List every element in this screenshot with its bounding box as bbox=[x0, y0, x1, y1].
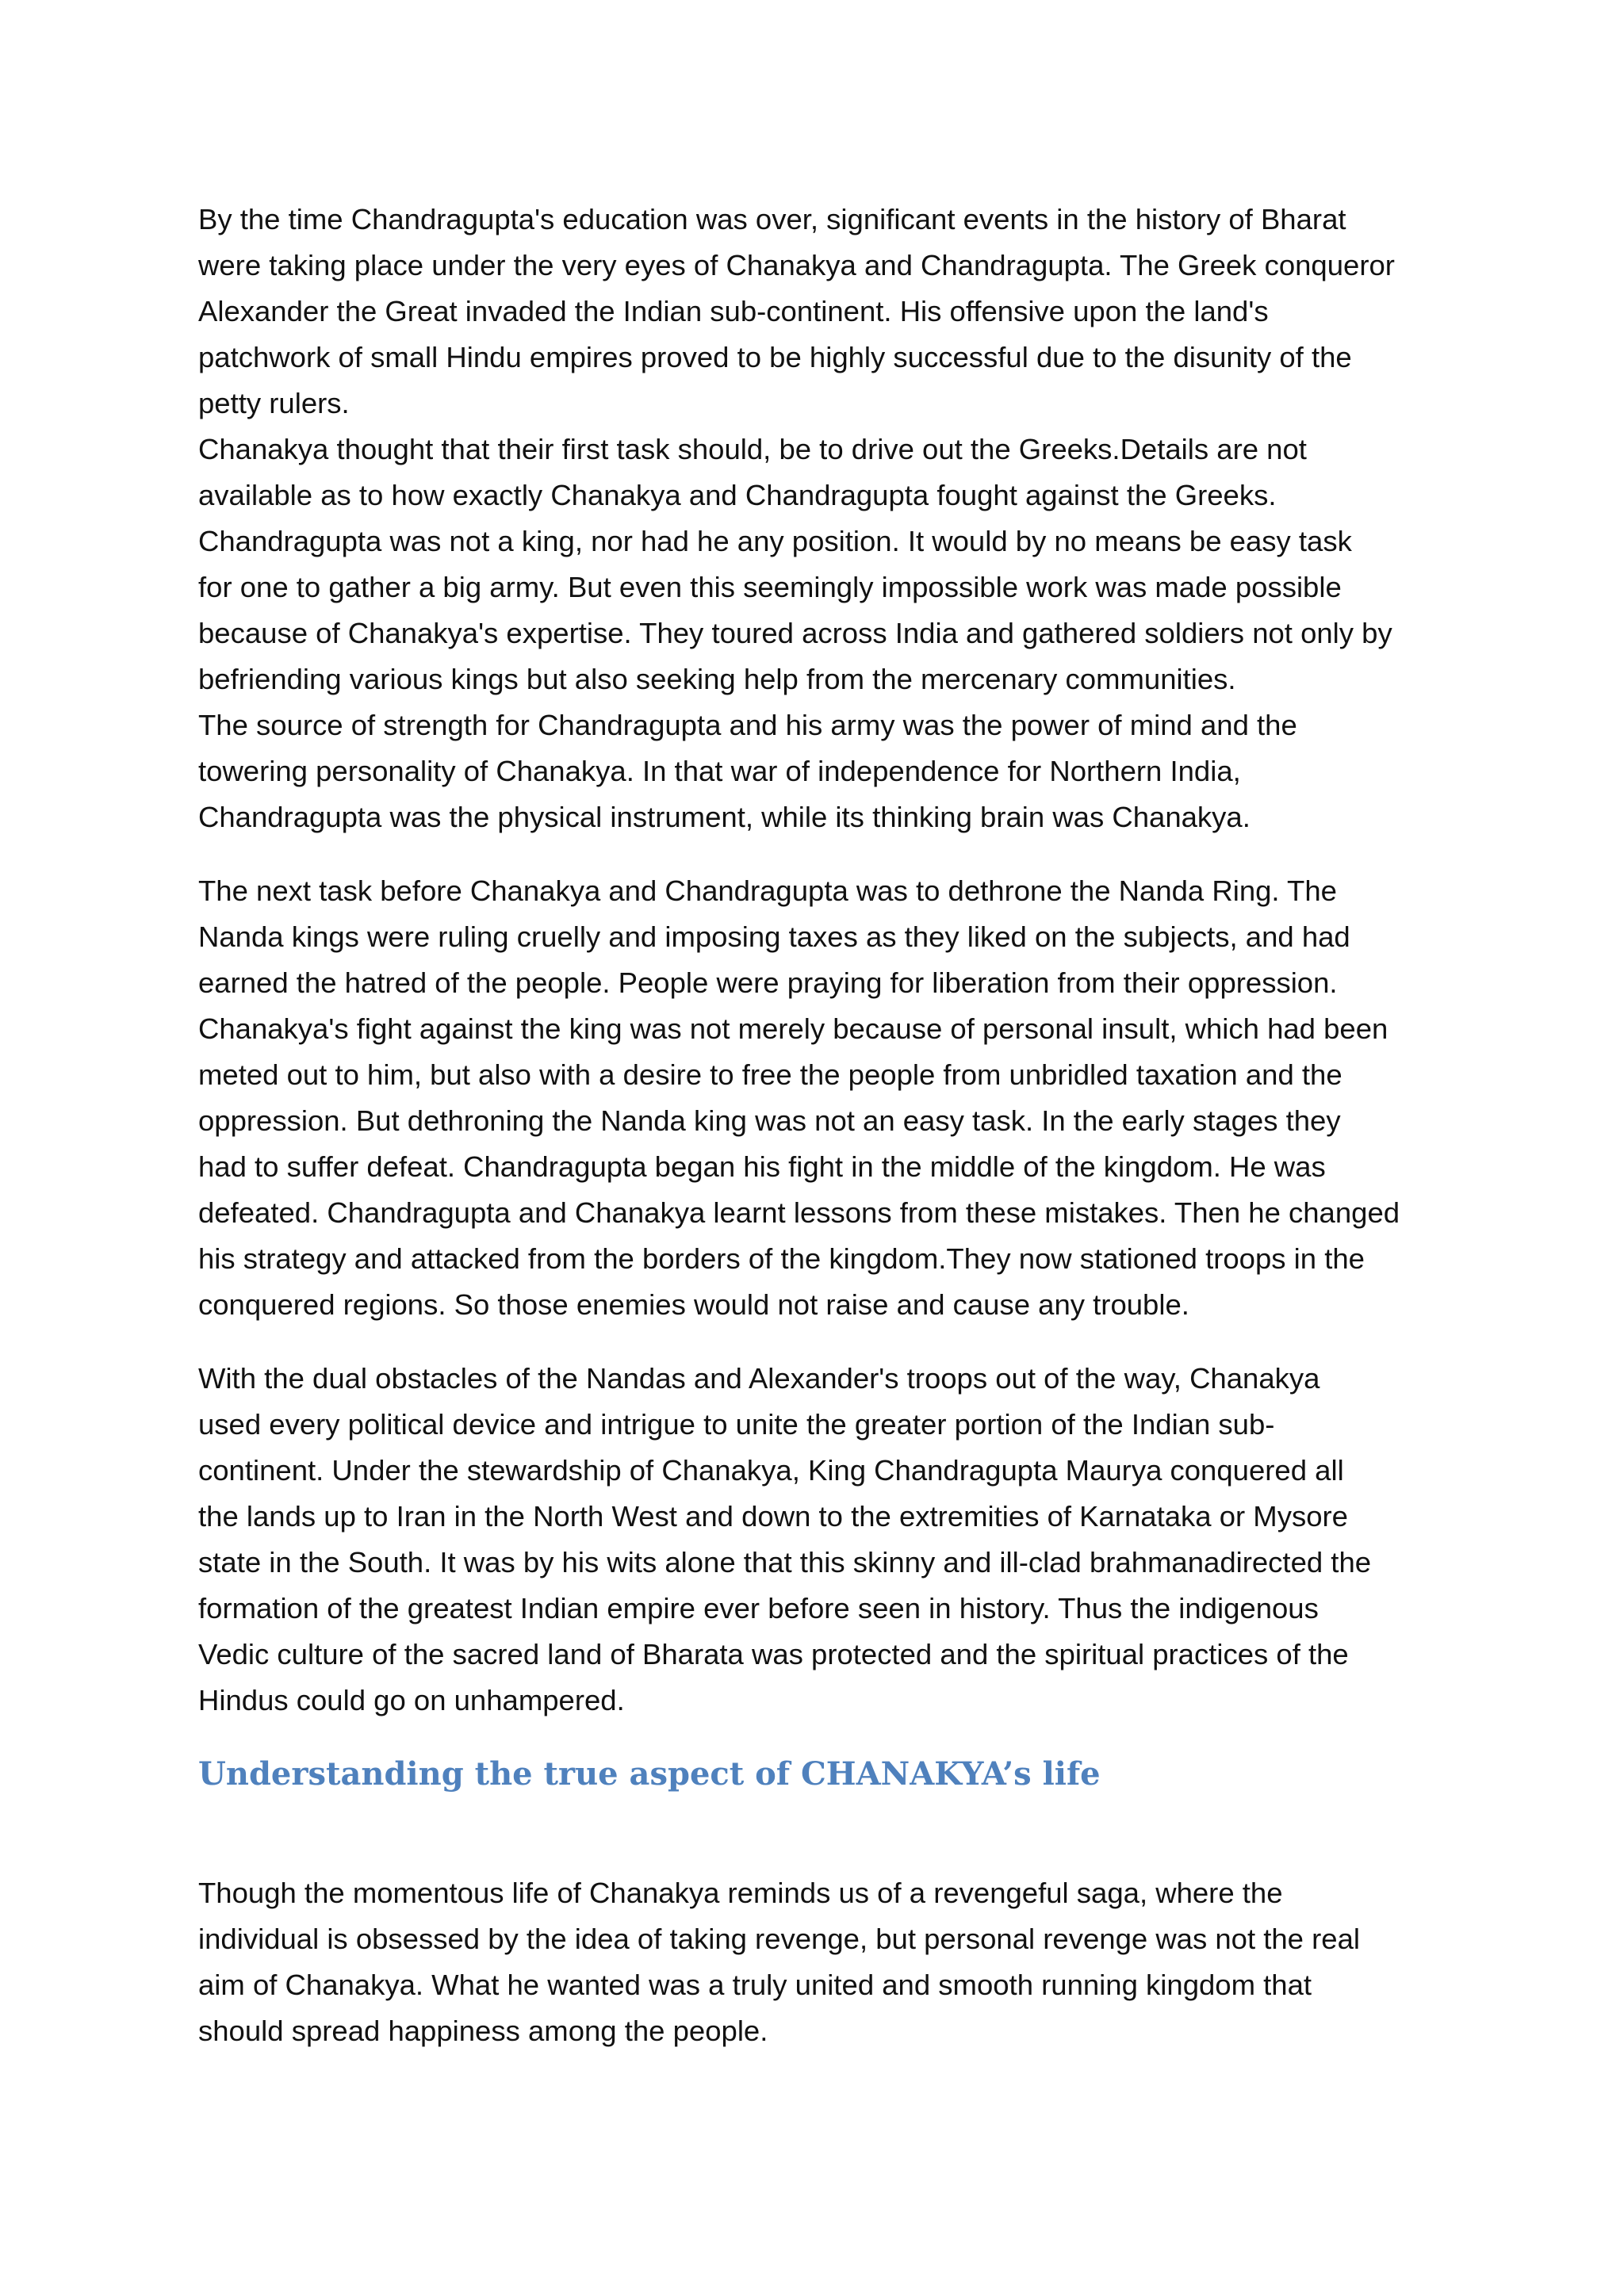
text-line: Chanakya's fight against the king was not merely because of personal insult, which had been bbox=[198, 1012, 1388, 1045]
text-line: earned the hatred of the people. People were praying for liberation from their oppression. bbox=[198, 966, 1338, 999]
text-line: used every political device and intrigue to unite the greater portion of the Indian sub- bbox=[198, 1408, 1275, 1441]
text-line: oppression. But dethroning the Nanda king was not an easy task. In the early stages they bbox=[198, 1104, 1341, 1137]
text-line: his strategy and attacked from the borders of the kingdom.They now stationed troops in the bbox=[198, 1242, 1365, 1275]
text-line: patchwork of small Hindu empires proved to be highly successful due to the disunity of the bbox=[198, 341, 1352, 373]
paragraph-true-aspect bbox=[198, 1870, 1435, 2054]
text-line: aim of Chanakya. What he wanted was a truly united and smooth running kingdom that bbox=[198, 1969, 1312, 2001]
text-line: state in the South. It was by his wits alone that this skinny and ill-clad brahmanadirected the bbox=[198, 1546, 1372, 1578]
text-line: Though the momentous life of Chanakya reminds us of a revengeful saga, where the bbox=[198, 1877, 1283, 1909]
text-line: had to suffer defeat. Chandragupta began his fight in the middle of the kingdom. He was bbox=[198, 1150, 1326, 1183]
text-line: By the time Chandragupta's education was over, significant events in the history of Bharat bbox=[198, 203, 1346, 235]
text-line: befriending various kings but also seeking help from the mercenary communities. bbox=[198, 663, 1236, 695]
text-line: The source of strength for Chandragupta and his army was the power of mind and the bbox=[198, 709, 1297, 741]
text-line: for one to gather a big army. But even this seemingly impossible work was made possible bbox=[198, 571, 1342, 603]
text-line: available as to how exactly Chanakya and Chandragupta fought against the Greeks. bbox=[198, 479, 1277, 511]
text-line: formation of the greatest Indian empire ever before seen in history. Thus the indigenous bbox=[198, 1592, 1319, 1624]
text-line: because of Chanakya's expertise. They toured across India and gathered soldiers not only by bbox=[198, 617, 1392, 649]
text-line: petty rulers. bbox=[198, 387, 350, 419]
text-line: continent. Under the stewardship of Chanakya, King Chandragupta Maurya conquered all bbox=[198, 1454, 1344, 1487]
text-line: The next task before Chanakya and Chandragupta was to dethrone the Nanda Ring. The bbox=[198, 874, 1337, 907]
text-line: towering personality of Chanakya. In that war of independence for Northern India, bbox=[198, 755, 1241, 787]
paragraph-greek-invasion bbox=[198, 197, 1435, 840]
text-line: Nanda kings were ruling cruelly and imposing taxes as they liked on the subjects, and had bbox=[198, 920, 1350, 953]
paragraph-nanda-dethrone bbox=[198, 868, 1435, 1328]
text-line: defeated. Chandragupta and Chanakya learnt lessons from these mistakes. Then he changed bbox=[198, 1196, 1400, 1229]
text-line: Chanakya thought that their first task should, be to drive out the Greeks.Details are not bbox=[198, 433, 1307, 465]
text-line: Hindus could go on unhampered. bbox=[198, 1684, 625, 1716]
text-line: With the dual obstacles of the Nandas and Alexander's troops out of the way, Chanakya bbox=[198, 1362, 1320, 1395]
text-line: were taking place under the very eyes of Chanakya and Chandragupta. The Greek conqueror bbox=[198, 249, 1395, 281]
document-body bbox=[198, 197, 1435, 2054]
text-line: Vedic culture of the sacred land of Bharata was protected and the spiritual practices of the bbox=[198, 1638, 1349, 1670]
text-line: conquered regions. So those enemies would not raise and cause any trouble. bbox=[198, 1288, 1189, 1321]
text-line: meted out to him, but also with a desire to free the people from unbridled taxation and the bbox=[198, 1058, 1342, 1091]
text-line: Chandragupta was not a king, nor had he any position. It would by no means be easy task bbox=[198, 525, 1352, 557]
text-line: the lands up to Iran in the North West and down to the extremities of Karnataka or Mysore bbox=[198, 1500, 1348, 1533]
paragraph-empire-unification bbox=[198, 1356, 1435, 1724]
text-line: Chandragupta was the physical instrument, while its thinking brain was Chanakya. bbox=[198, 801, 1251, 833]
text-line: Alexander the Great invaded the Indian sub-continent. His offensive upon the land's bbox=[198, 295, 1269, 327]
text-line: individual is obsessed by the idea of taking revenge, but personal revenge was not the real bbox=[198, 1923, 1360, 1955]
section-heading: Understanding the true aspect of CHANAKYA’s life bbox=[198, 1755, 1101, 1793]
text-line: should spread happiness among the people. bbox=[198, 2015, 768, 2047]
